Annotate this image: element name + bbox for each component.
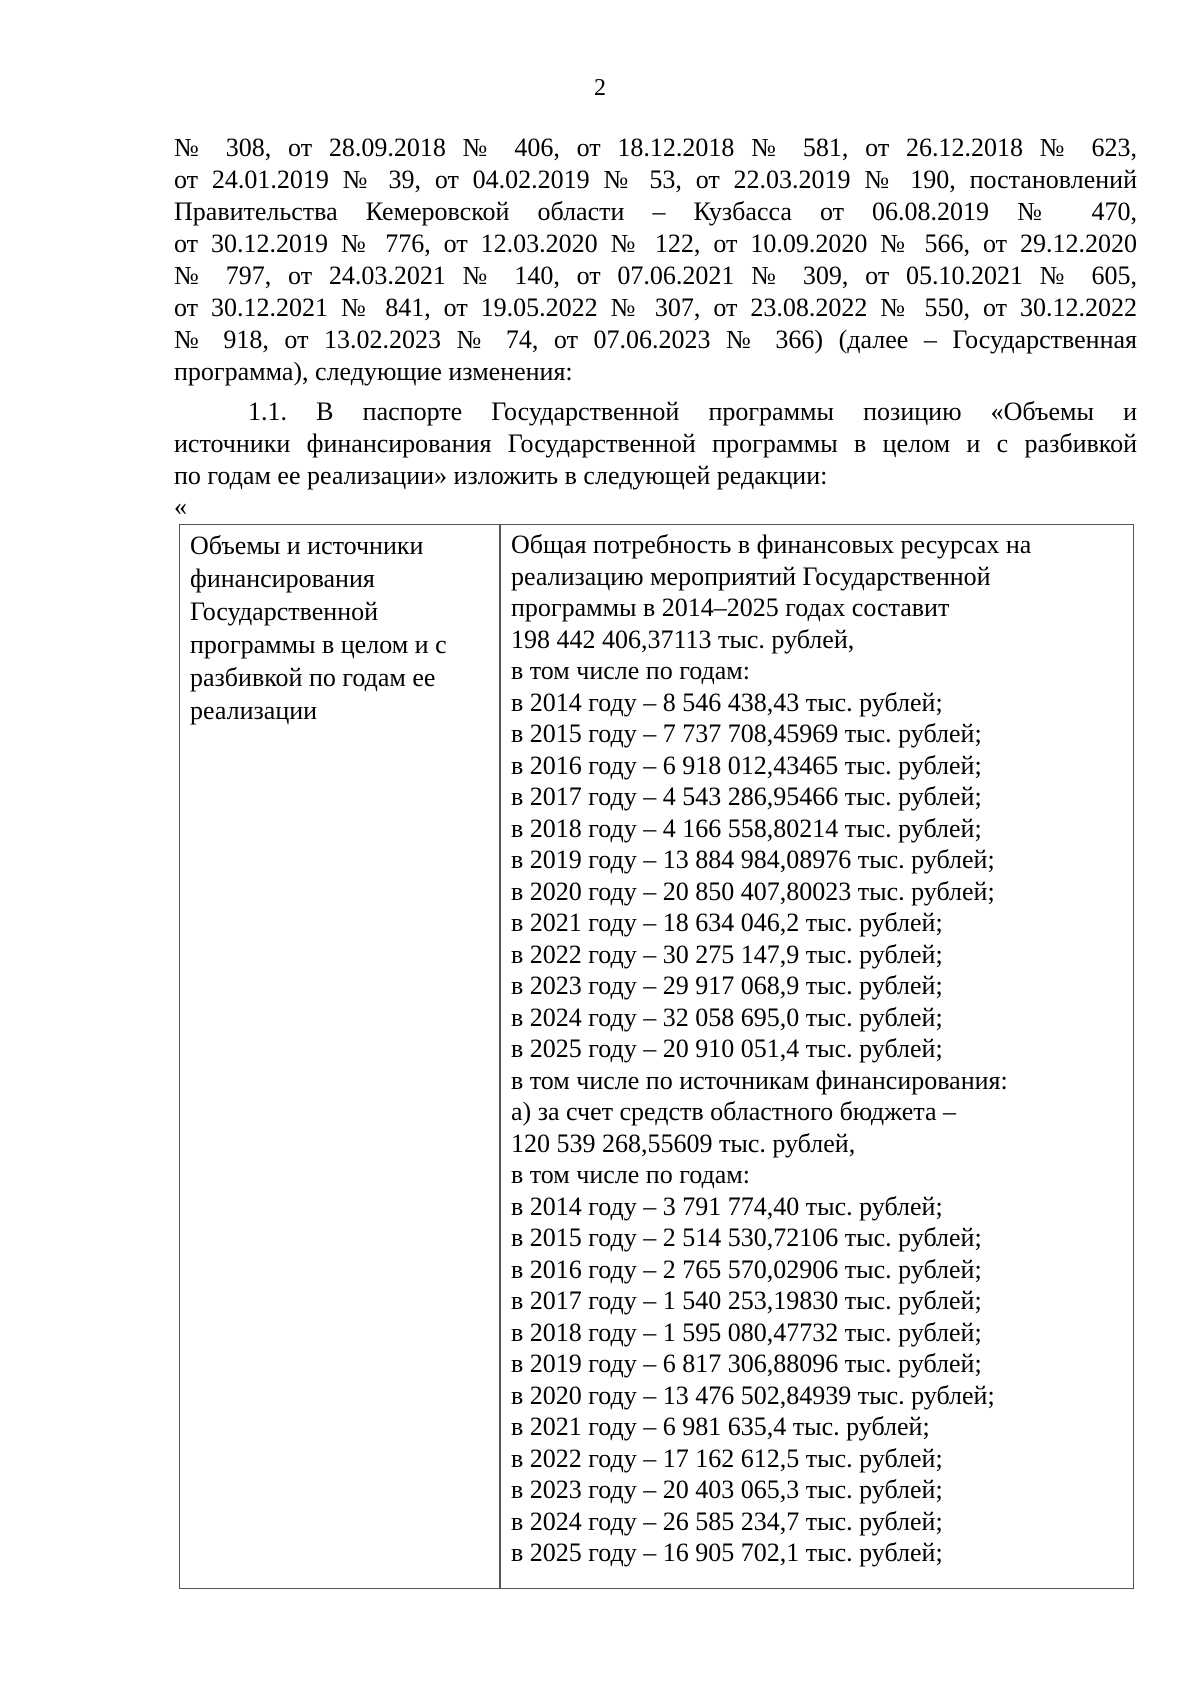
regional-total-line: 120 539 268,55609 тыс. рублей, <box>511 1128 856 1158</box>
position-name-cell <box>190 529 490 727</box>
passport-table <box>179 524 1134 1589</box>
year-amount-line: в 2019 году – 13 884 984,08976 тыс. рублей; <box>511 845 995 874</box>
year-amount-line: в 2025 году – 20 910 051,4 тыс. рублей; <box>511 1034 943 1063</box>
cell-line: а) за счет средств областного бюджета – <box>511 1097 957 1126</box>
cell-line: Государственной <box>190 597 379 626</box>
year-amount-line: в 2015 году – 2 514 530,72106 тыс. рублей; <box>511 1223 982 1252</box>
cell-line: Объемы и источники <box>190 531 424 560</box>
opening-quote-mark: « <box>174 492 187 521</box>
cell-line: финансирования <box>190 564 375 593</box>
text-line: № 797, от 24.03.2021 № 140, от 07.06.2021 № 309, от 05.10.2021 № 605, <box>174 261 1137 290</box>
year-amount-line: в 2020 году – 13 476 502,84939 тыс. рублей; <box>511 1380 995 1410</box>
text-line: Правительства Кемеровской области – Кузбасса от 06.08.2019 № 470, <box>174 197 1137 226</box>
year-amount-line: в 2025 году – 16 905 702,1 тыс. рублей; <box>511 1538 943 1567</box>
year-amount-line: в 2016 году – 2 765 570,02906 тыс. рублей; <box>511 1254 982 1284</box>
year-amount-line: в 2015 году – 7 737 708,45969 тыс. рублей; <box>511 719 982 748</box>
cell-line: Общая потребность в финансовых ресурсах на <box>511 530 1032 559</box>
text-line: от 30.12.2021 № 841, от 19.05.2022 № 307, от 23.08.2022 № 550, от 30.12.2022 <box>174 293 1137 322</box>
year-amount-line: в 2024 году – 26 585 234,7 тыс. рублей; <box>511 1506 943 1536</box>
year-amount-line: в 2022 году – 30 275 147,9 тыс. рублей; <box>511 939 943 969</box>
year-amount-line: в 2018 году – 4 166 558,80214 тыс. рублей; <box>511 813 982 843</box>
text-line: № 918, от 13.02.2023 № 74, от 07.06.2023 № 366) (далее – Государственная <box>174 325 1137 354</box>
year-amount-line: в 2022 году – 17 162 612,5 тыс. рублей; <box>511 1443 943 1473</box>
year-amount-line: в 2023 году – 29 917 068,9 тыс. рублей; <box>511 971 943 1000</box>
intro-paragraph <box>174 132 1137 388</box>
cell-line: реализацию мероприятий Государственной <box>511 561 991 591</box>
year-amount-line: в 2016 году – 6 918 012,43465 тыс. рублей; <box>511 750 982 780</box>
financing-values-cell <box>511 529 1123 1569</box>
cell-line: в том числе по годам: <box>511 656 750 685</box>
year-amount-line: в 2021 году – 6 981 635,4 тыс. рублей; <box>511 1412 930 1441</box>
year-amount-line: в 2024 году – 32 058 695,0 тыс. рублей; <box>511 1002 943 1032</box>
year-amount-line: в 2020 году – 20 850 407,80023 тыс. рублей; <box>511 876 995 906</box>
total-amount-line: 198 442 406,37113 тыс. рублей, <box>511 624 855 654</box>
cell-line: разбивкой по годам ее <box>190 663 436 692</box>
cell-line: в том числе по годам: <box>511 1160 750 1189</box>
column-divider <box>499 525 501 1588</box>
year-amount-line: в 2014 году – 3 791 774,40 тыс. рублей; <box>511 1191 943 1221</box>
year-amount-line: в 2014 году – 8 546 438,43 тыс. рублей; <box>511 687 943 717</box>
cell-line: программы в целом и с <box>190 630 447 659</box>
cell-line: программы в 2014–2025 годах составит <box>511 593 950 622</box>
cell-line: в том числе по источникам финансирования: <box>511 1065 1008 1095</box>
text-line: по годам ее реализации» изложить в следующей редакции: <box>174 461 828 490</box>
text-line: 1.1. В паспорте Государственной программы позицию «Объемы и <box>248 397 1137 426</box>
text-line: от 30.12.2019 № 776, от 12.03.2020 № 122, от 10.09.2020 № 566, от 29.12.2020 <box>174 229 1137 258</box>
year-amount-line: в 2023 году – 20 403 065,3 тыс. рублей; <box>511 1475 943 1504</box>
page-number: 2 <box>594 75 606 101</box>
text-line: № 308, от 28.09.2018 № 406, от 18.12.2018 № 581, от 26.12.2018 № 623, <box>174 133 1137 162</box>
year-amount-line: в 2017 году – 1 540 253,19830 тыс. рублей; <box>511 1286 982 1315</box>
year-amount-line: в 2018 году – 1 595 080,47732 тыс. рублей; <box>511 1317 982 1347</box>
year-amount-line: в 2017 году – 4 543 286,95466 тыс. рублей; <box>511 782 982 811</box>
cell-line: реализации <box>190 696 318 725</box>
text-line: источники финансирования Государственной программы в целом и с разбивкой <box>174 429 1137 458</box>
text-line: от 24.01.2019 № 39, от 04.02.2019 № 53, от 22.03.2019 № 190, постановлений <box>174 165 1137 194</box>
text-line: программа), следующие изменения: <box>174 357 573 386</box>
year-amount-line: в 2019 году – 6 817 306,88096 тыс. рублей; <box>511 1349 982 1378</box>
item-paragraph <box>174 396 1137 492</box>
year-amount-line: в 2021 году – 18 634 046,2 тыс. рублей; <box>511 908 943 937</box>
